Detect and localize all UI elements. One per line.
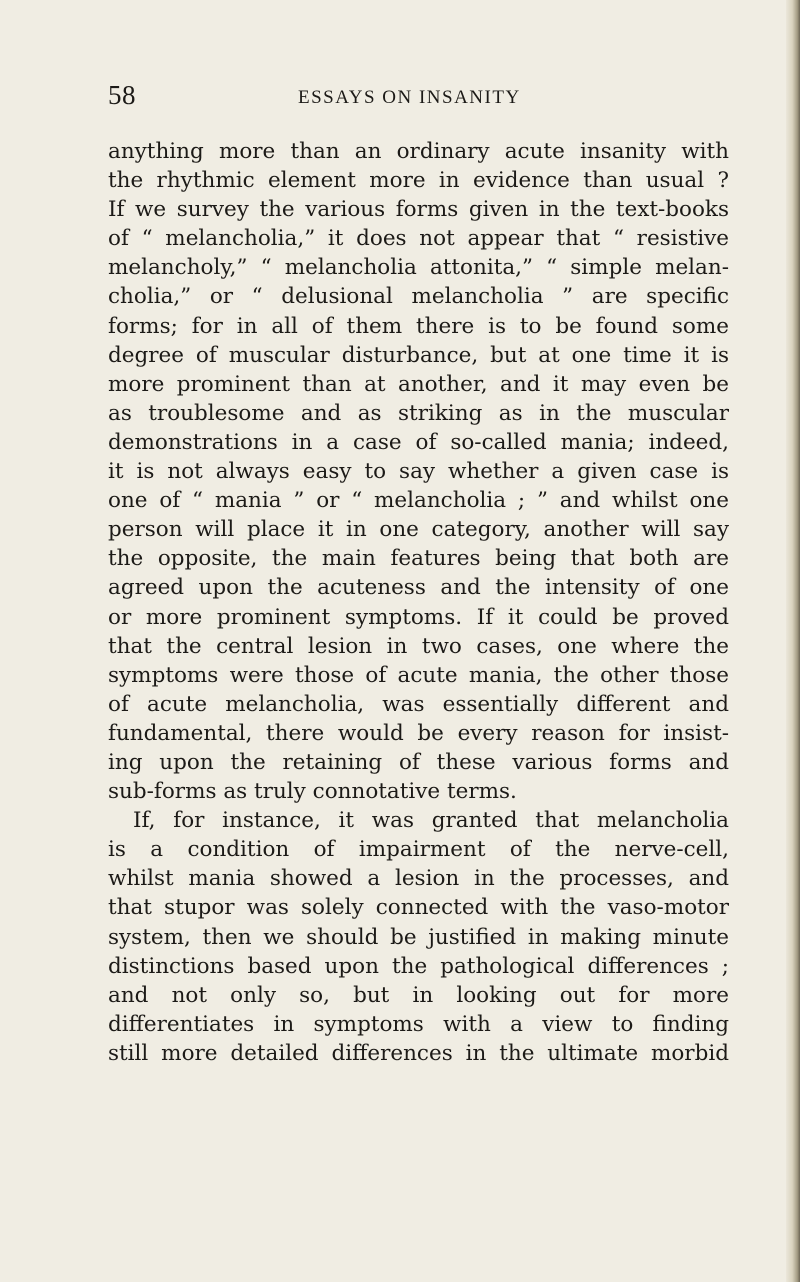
running-head xyxy=(108,80,728,116)
running-title: ESSAYS ON INSANITY xyxy=(298,87,521,108)
body-text xyxy=(108,137,729,1068)
text-line: agreed upon the acuteness and the intensity of one xyxy=(108,575,729,601)
text-line: cholia,” or “ delusional melancholia ” are specific xyxy=(108,284,729,310)
text-line: differentiates in symptoms with a view to finding xyxy=(108,1011,729,1037)
text-line: demonstrations in a case of so-called mania; indeed, xyxy=(108,429,729,455)
text-line: the rhythmic element more in evidence than usual ? xyxy=(108,168,729,194)
text-line: one of “ mania ” or “ melancholia ; ” and whilst one xyxy=(108,488,729,514)
text-line: ing upon the retaining of these various forms and xyxy=(108,749,729,775)
text-line: as troublesome and as striking as in the muscular xyxy=(108,400,729,426)
text-line: person will place it in one category, another will say xyxy=(108,517,729,543)
text-line: of acute melancholia, was essentially different and xyxy=(108,691,729,717)
text-line: it is not always easy to say whether a given case is xyxy=(108,459,729,485)
text-line: system, then we should be justified in making minute xyxy=(108,924,729,950)
text-line: If we survey the various forms given in the text-books xyxy=(108,197,729,223)
text-line: and not only so, but in looking out for more xyxy=(108,982,729,1008)
text-line: distinctions based upon the pathological differences ; xyxy=(108,953,729,979)
text-line: of “ melancholia,” it does not appear that “ resistive xyxy=(108,226,729,252)
text-line: fundamental, there would be every reason for insist- xyxy=(108,720,729,746)
text-line: If, for instance, it was granted that melancholia xyxy=(133,808,729,834)
text-line: sub-forms as truly connotative terms. xyxy=(108,779,517,805)
page-edge-shadow xyxy=(786,0,800,1282)
text-line: still more detailed differences in the ultimate morbid xyxy=(108,1040,729,1066)
text-line: melancholy,” “ melancholia attonita,” “ simple melan- xyxy=(108,255,729,281)
text-line: whilst mania showed a lesion in the processes, and xyxy=(108,866,729,892)
text-line: is a condition of impairment of the nerve-cell, xyxy=(108,837,729,863)
text-line: anything more than an ordinary acute insanity with xyxy=(108,139,729,164)
text-line: or more prominent symptoms. If it could be proved xyxy=(108,604,729,630)
text-line: symptoms were those of acute mania, the other those xyxy=(108,662,729,688)
text-line: forms; for in all of them there is to be found some xyxy=(108,313,729,339)
text-line: more prominent than at another, and it may even be xyxy=(108,371,729,397)
page-number: 58 xyxy=(108,80,136,110)
text-line: the opposite, the main features being that both are xyxy=(108,546,729,572)
text-line: that stupor was solely connected with the vaso-motor xyxy=(108,895,729,921)
text-line: that the central lesion in two cases, one where the xyxy=(108,633,729,659)
text-line: degree of muscular disturbance, but at one time it is xyxy=(108,342,729,368)
